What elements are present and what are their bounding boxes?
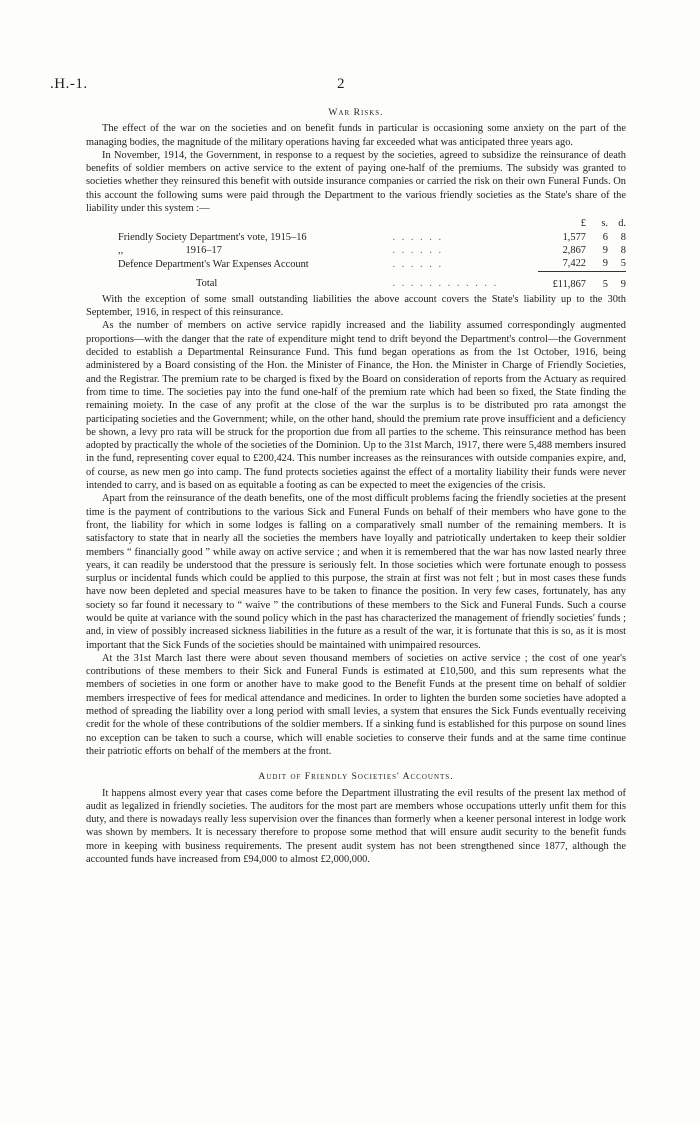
paragraph: The effect of the war on the societies and on benefit funds in particular is occasioning some anxiety on the part of the managing bodies, the magnitude of the military operations having far exceeded what was anticipated three years ago.	[86, 123, 626, 148]
shillings-value: 6	[602, 231, 608, 243]
table-row	[86, 257, 626, 271]
pounds-column-header: £	[580, 218, 586, 230]
paragraph: In November, 1914, the Government, in response to a request by the societies, agreed to subsidize the reinsurance of death benefits of soldier members on active service to the extent of paying one-half of the premiums. The subsidy was granted to societies whether they reinsured this benefit with outside insurance companies or carried the risk on their own Funeral Funds. On this account the following sums were paid through the Department to the various friendly societies as the State's share of the liability under this system :—	[86, 149, 626, 215]
page-body	[86, 106, 626, 866]
section-heading-audit: Audit of Friendly Societies' Accounts.	[258, 771, 454, 783]
row-label: Friendly Society Department's vote, 1915–16	[118, 231, 307, 243]
document-reference: .H.-1.	[50, 76, 88, 92]
row-label: ,, 1916–17	[118, 244, 222, 256]
page-header	[0, 76, 700, 96]
total-pence: 9	[608, 271, 626, 291]
shillings-value: 9	[602, 258, 608, 270]
table-row	[86, 231, 626, 244]
total-shillings: 5	[586, 271, 608, 291]
page-number: 2	[337, 76, 345, 92]
table-row	[86, 244, 626, 257]
paragraph: Apart from the reinsurance of the death benefits, one of the most difficult problems facing the friendly societies at the present time is the payment of contributions to the various Sick and Funeral Funds on behalf of their members who have gone to the front, the liability for which in some lodges is falling on a comparatively small number of the remaining members. It is satisfactory to state that in nearly all the societies the members have loyally and patriotically undertaken to keep their soldier members “ financially good ” while away on active service ; and when it is remembered that the war has now lasted nearly three years, it can readily be understood that the pressure is seriously felt. In those societies which were fortunate enough to possess surplus or incidental funds which could be applied to this purpose, the strain at first was not felt ; but in most cases these funds have now been depleted and special measures have to be taken to finance the position. In very few cases, fortunately, has any society so far found it necessary to “ waive ” the contributions of these members to the Sick and Funeral Funds. Such a course would be quite at variance with the sound policy which in the past has characterized the management of friendly societies' funds ; and, in view of possibly increased sickness liabilities in the future as a result of the war, it is fortunate that this is so, as it is most important that the Sick Funds of the societies should be maintained with unimpaired resources.	[86, 493, 626, 651]
paragraph: It happens almost every year that cases come before the Department illustrating the evil results of the present lax method of audit as legalized in friendly societies. The auditors for the most part are members whose occupations utterly unfit them for this duty, and there is nowadays really less supervision over the finances than formerly when a keener personal interest in lodge work was shown by members. It is necessary therefore to propose some method that will ensure audit security to the benefit funds more in keeping with business requirements. The present audit system has not been strengthened since 1877, although the accounted funds have increased from £94,000 to almost £2,000,000.	[86, 787, 626, 866]
table-total-row	[86, 271, 626, 291]
row-label: Defence Department's War Expenses Account	[118, 258, 309, 270]
leader-dots: . . . . . . . . . . . .	[392, 278, 499, 290]
shillings-column-header: s.	[601, 218, 608, 230]
paragraph: At the 31st March last there were about seven thousand members of societies on active service ; the cost of one year's contributions of these members to their Sick and Funeral Funds is estimated at £10,500, and this sum represents what the members of societies in one form or another have to make good to the Benefit Funds at the present time on behalf of soldier members irrespective of fees for medical attendance and medicines. In order to lighten the burden some societies have adopted a method of spreading the liability over a long period with small levies, a system that ensures the Sick Funds eventually receiving credit for the whole of these contributions of the soldier members. If a sinking fund is established for this purpose on sound lines no exception can be taken to such a course, which will enable societies to conserve their funds and at the same time continue their patriotic efforts on behalf of the members at the front.	[86, 652, 626, 757]
shillings-value: 9	[602, 244, 608, 256]
pence-column-header: d.	[618, 218, 626, 230]
paragraph: With the exception of some small outstanding liabilities the above account covers the State's liability up to the 30th September, 1916, in respect of this reinsurance.	[86, 293, 626, 319]
pounds-value: 7,422	[562, 258, 586, 270]
leader-dots: . . . . . .	[392, 244, 444, 256]
paragraph: As the number of members on active service rapidly increased and the liability assumed correspondingly augmented proportions—with the danger that the rate of expenditure might tend to drift beyond the Department's control—the Government decided to establish a Departmental Reinsurance Fund. This fund began operations as from the 1st October, 1916, being administered by a Board consisting of the Hon. the Minister of Finance, the Hon. the Minister in Charge of Friendly Societies, and the Registrar. The premium rate to be charged is fixed by the Board on consideration of reports from the Actuary as required from time to time. The societies pay into the fund one-half of the premium rate which had been so fixed, the State finding the remaining moiety. In the case of any profit at the close of the war the surplus is to be distributed pro rata amongst the participating societies and the Government; while, on the other hand, should the premium rate prove insufficient and a deficiency be shown, a levy pro rata will be struck for the proportion due from all parties to the scheme. This reinsurance method has been adopted by practically the whole of the societies of the Dominion. Up to the 31st March, 1917, there were 5,488 members insured in the fund, representing cover equal to £200,424. This number increases as the reinsurances with outside companies expire, and, of course, as new men go into camp. The fund protects societies against the effect of a mortality liability their funds were never intended to carry, and is based on as equitable a footing as can be expected to meet the exigencies of the crisis.	[86, 320, 626, 492]
pence-value: 5	[620, 258, 626, 270]
leader-dots: . . . . . .	[392, 258, 444, 270]
payments-table	[86, 217, 626, 290]
pence-value: 8	[620, 231, 626, 243]
pounds-value: 1,577	[562, 231, 586, 243]
pence-value: 8	[620, 244, 626, 256]
table-header-row	[86, 217, 626, 230]
total-pounds: £11,867	[538, 271, 586, 291]
total-label: Total	[196, 278, 218, 290]
leader-dots: . . . . . .	[392, 231, 444, 243]
section-heading-war-risks: War Risks.	[328, 107, 384, 118]
pounds-value: 2,867	[562, 244, 586, 256]
